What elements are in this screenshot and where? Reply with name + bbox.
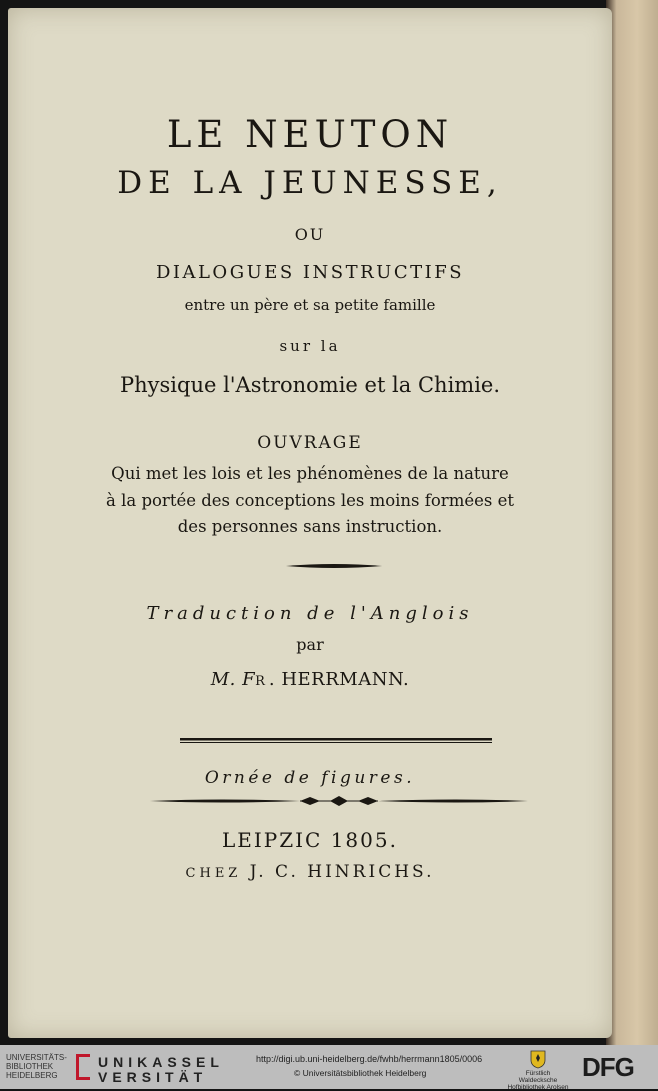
crest-icon (530, 1049, 546, 1069)
kassel-mark-icon (76, 1054, 90, 1080)
author-line (8, 669, 612, 690)
subtitle: DIALOGUES INSTRUCTIFS (155, 262, 465, 283)
heidelberg-logo-line-1: UNIVERSITÄTS- (6, 1053, 67, 1062)
ouvrage-heading: OUVRAGE (257, 433, 363, 453)
adjacent-page-edge (606, 0, 658, 1045)
publisher-chez: CHEZ (185, 866, 242, 881)
publisher-line (8, 862, 612, 882)
heidelberg-logo-line-2: BIBLIOTHEK (6, 1062, 54, 1071)
arolsen-line-2: Hofbibliothek Arolsen (507, 1084, 569, 1091)
ornamental-rule-short (284, 562, 384, 570)
publisher-name: J. C. HINRICHS. (241, 862, 435, 882)
author-name: . HERRMANN. (268, 669, 410, 690)
footer-bar (0, 1045, 658, 1089)
subtitle-line-sur: sur la (279, 337, 341, 355)
heidelberg-library-logo[interactable] (6, 1053, 67, 1080)
heidelberg-logo-line-3: HEIDELBERG (6, 1071, 58, 1080)
author-prefix: M. F (210, 669, 256, 690)
translation-line: Traduction de l'Anglois (146, 603, 474, 624)
ornee-line: Ornée de figures. (204, 768, 416, 788)
place-year: LEIPZIC 1805. (222, 828, 398, 852)
author-small-cap: R (255, 674, 269, 689)
title-line-2: DE LA JEUNESSE, (117, 165, 503, 201)
description-line-3: des personnes sans instruction. (177, 517, 443, 536)
conjunction-ou: OU (294, 225, 326, 244)
ornamental-rule-long (150, 795, 528, 807)
title-page (8, 8, 612, 1038)
title-line-1: LE NEUTON (166, 113, 454, 156)
kassel-line-1: UNIKASSEL (98, 1054, 224, 1070)
subjects-line: Physique l'Astronomie et la Chimie. (119, 373, 501, 397)
permalink-url[interactable]: http://digi.ub.uni-heidelberg.de/fwhb/herrmann1805/0006 (256, 1054, 483, 1064)
arolsen-line-1: Fürstlich Waldecksche (518, 1070, 558, 1084)
description-line-2: à la portée des conceptions les moins formées et (106, 491, 514, 510)
copyright-text: © Universitätsbibliothek Heidelberg (294, 1068, 427, 1078)
kassel-line-2: VERSITÄT (98, 1069, 208, 1085)
description-line-1: Qui met les lois et les phénomènes de la nature (111, 464, 509, 483)
double-rule (180, 738, 492, 744)
kassel-university-logo[interactable] (76, 1053, 226, 1083)
dfg-logo[interactable]: DFG (582, 1052, 634, 1082)
arolsen-library-text (507, 1070, 569, 1091)
par-line: par (296, 635, 324, 654)
subtitle-line-entre: entre un père et sa petite famille (184, 296, 436, 314)
